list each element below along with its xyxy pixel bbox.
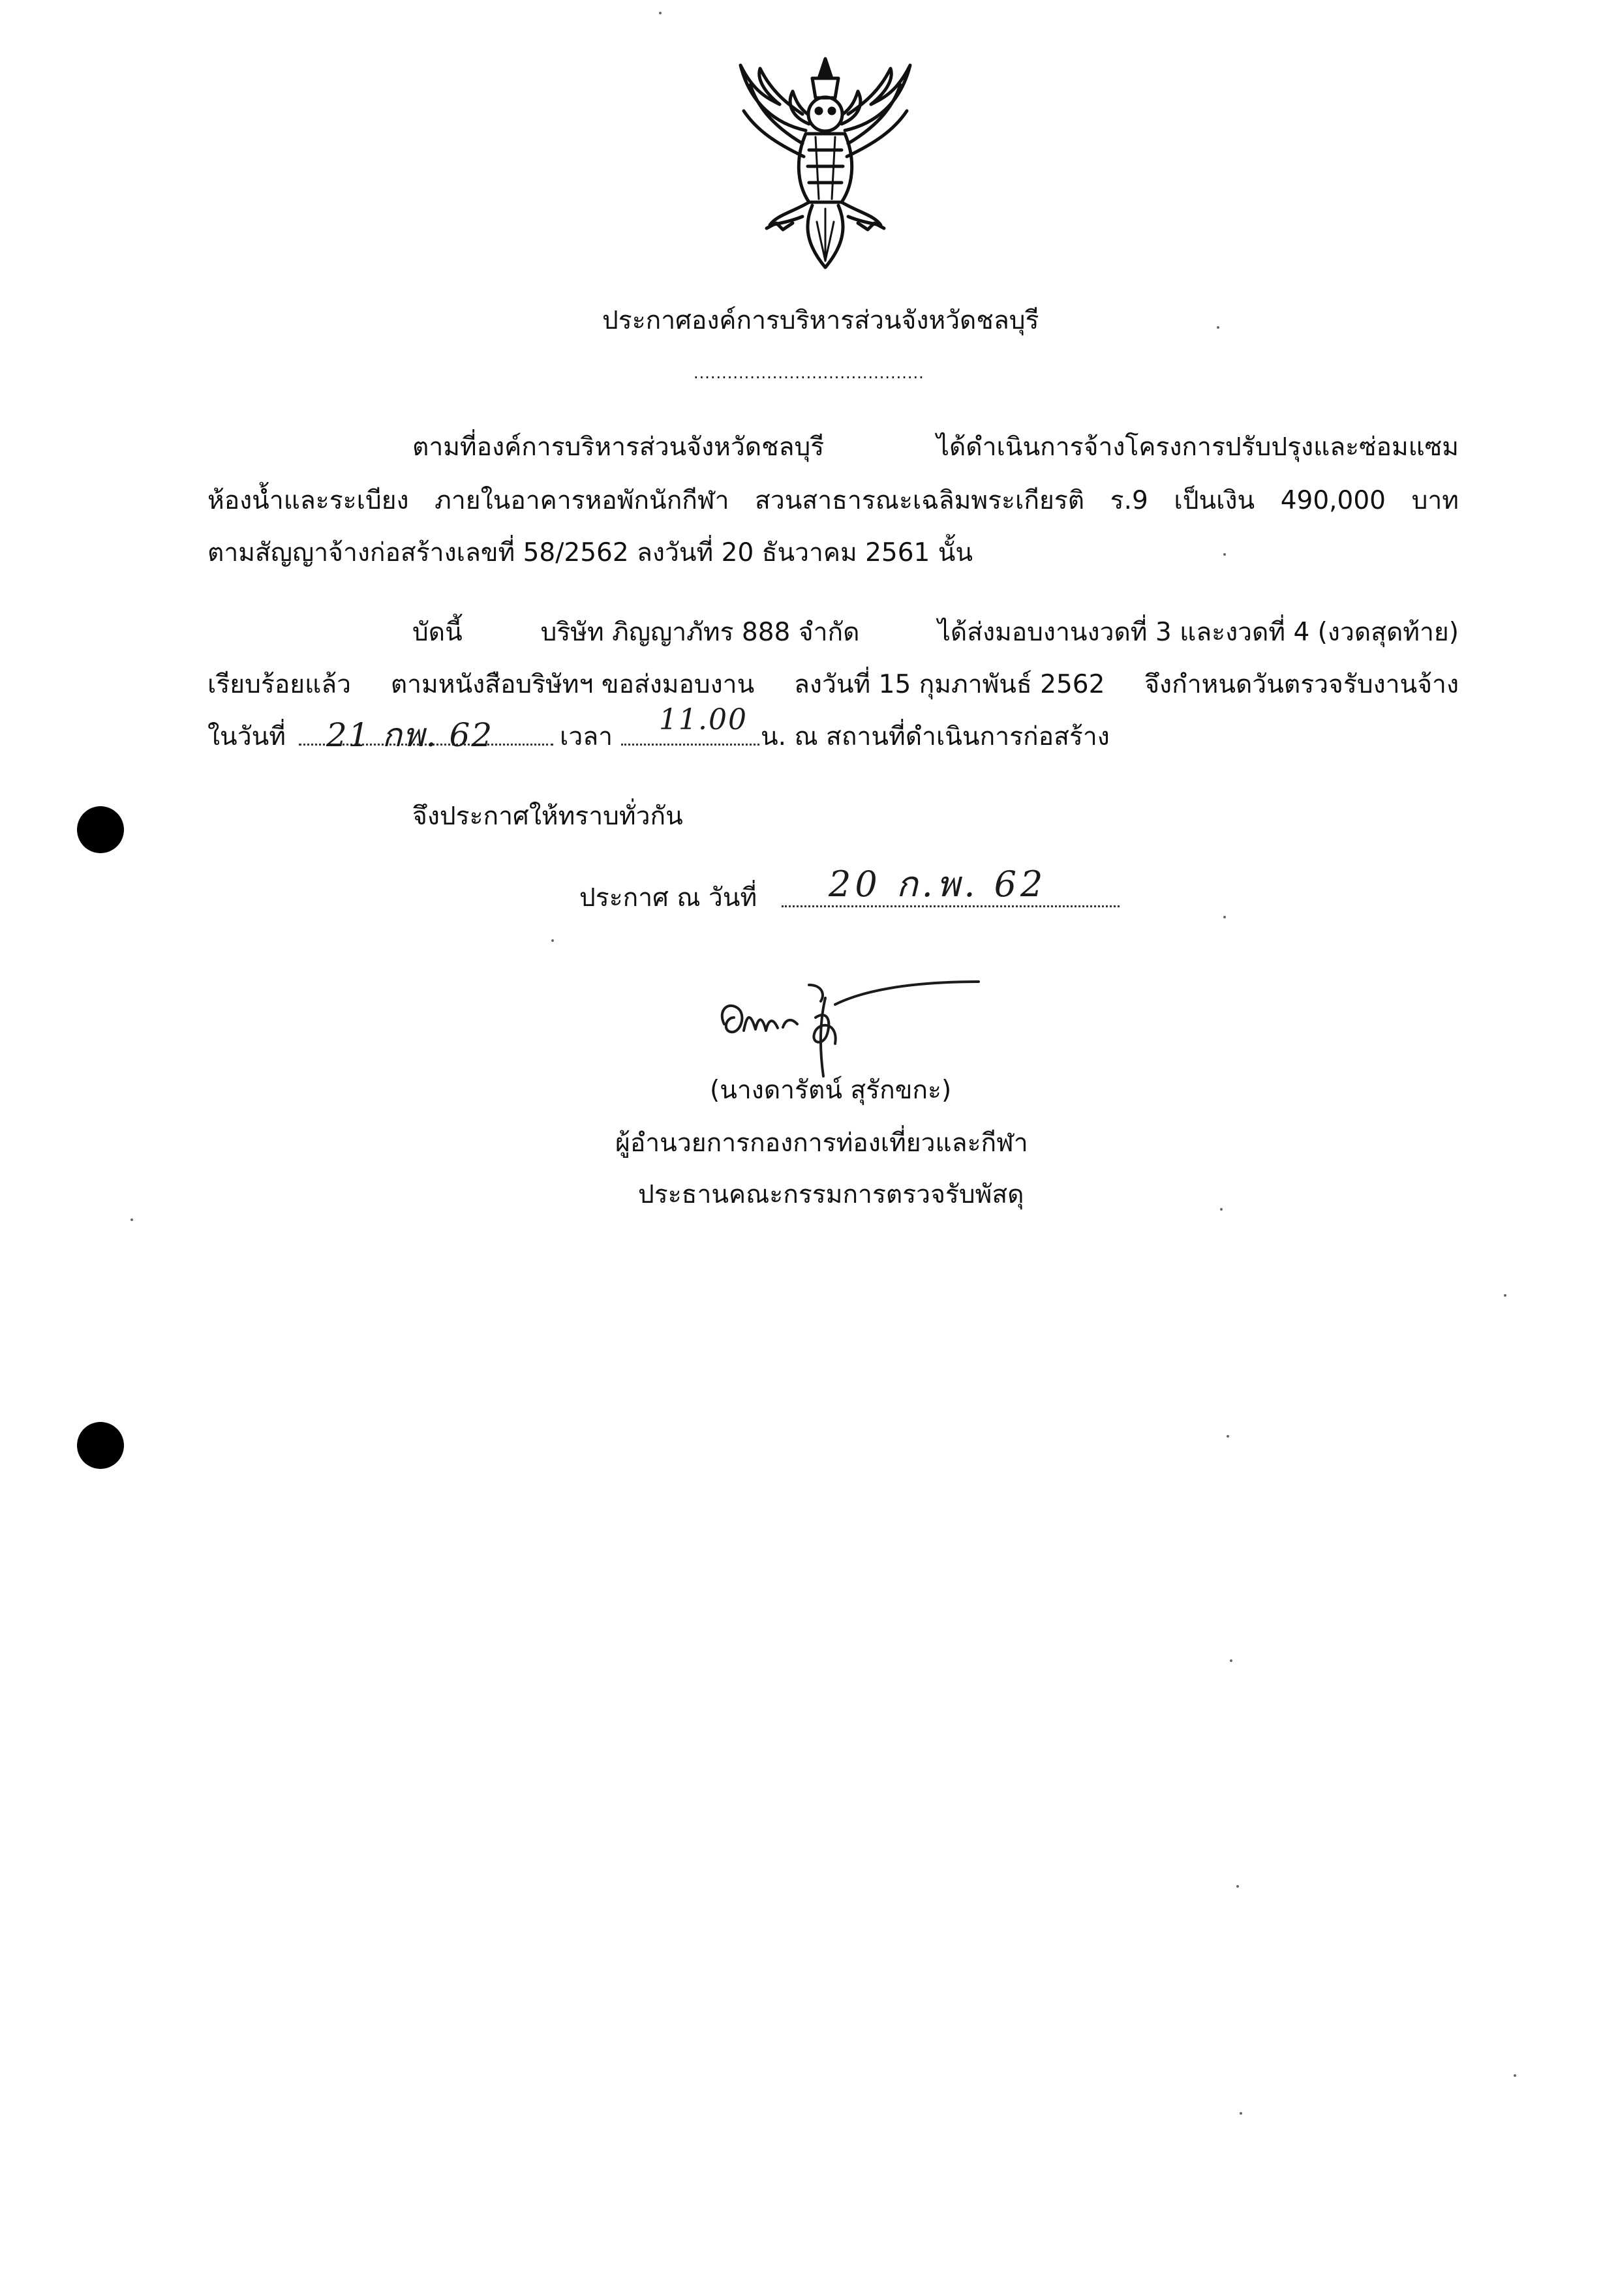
time-label: เวลา: [560, 722, 613, 751]
date-label: ในวันที่: [207, 722, 286, 751]
hole-punch: [77, 1422, 124, 1469]
para2-line1: [412, 620, 1459, 645]
para1-line1: [412, 434, 1459, 460]
scan-speck: [1236, 1885, 1239, 1888]
para2-line2-part: จึงกำหนดวันตรวจรับงานจ้าง: [1144, 670, 1459, 699]
time-fill-dots: [621, 744, 759, 746]
para1-line2-part: เป็นเงิน: [1174, 486, 1255, 515]
closing-statement: จึงประกาศให้ทราบทั่วกัน: [412, 802, 683, 831]
para2-line1-part: ได้ส่งมอบงานงวดที่ 3 และงวดที่ 4 (งวดสุดท้าย): [938, 618, 1459, 647]
para1-line2-part: ภายในอาคารหอพักนักกีฬา: [435, 486, 729, 515]
scan-speck: [551, 939, 554, 942]
para2-line2-part: เรียบร้อยแล้ว: [207, 670, 352, 699]
para1-line2-part: ร.9: [1110, 486, 1148, 515]
scan-speck: [1223, 553, 1226, 556]
scan-speck: [1227, 1435, 1229, 1438]
scan-speck: [1217, 326, 1219, 329]
scan-speck: [1223, 916, 1226, 918]
para1-line2-part: สวนสาธารณะเฉลิมพระเกียรติ: [755, 486, 1085, 515]
para1-line2: [207, 488, 1459, 513]
hole-punch: [77, 806, 124, 853]
garuda-emblem-icon: [731, 52, 920, 274]
inspection-date-handwritten: 21 กพ. 62: [326, 716, 494, 754]
para2-line2-part: ตามหนังสือบริษัทฯ ขอส่งมอบงาน: [390, 670, 755, 699]
location-text: น. ณ สถานที่ดำเนินการก่อสร้าง: [761, 722, 1110, 751]
para2-line2: [207, 672, 1459, 697]
scan-speck: [1240, 2112, 1242, 2115]
page-title: ประกาศองค์การบริหารส่วนจังหวัดชลบุรี: [602, 306, 1039, 335]
scan-speck: [659, 12, 662, 14]
para2-line2-part: ลงวันที่ 15 กุมภาพันธ์ 2562: [794, 670, 1105, 699]
signatory-name: (นางดารัตน์ สุรักขกะ): [710, 1076, 952, 1105]
para2-line1-part: บริษัท ภิญญาภัทร 888 จำกัด: [540, 618, 860, 647]
announce-date-handwritten: 20 ก.พ. 62: [829, 864, 1047, 905]
handwritten-signature: [711, 972, 985, 1083]
scan-speck: [1230, 1659, 1232, 1662]
para1-line2-part: ห้องน้ำและระเบียง: [207, 486, 409, 515]
para1-line2-part: บาท: [1411, 486, 1459, 515]
para2-line1-part: บัดนี้: [412, 618, 463, 647]
inspection-time-handwritten: 11.00: [659, 703, 748, 736]
title-rule: .........................................: [694, 364, 924, 382]
scan-speck: [1504, 1294, 1506, 1297]
announce-label: ประกาศ ณ วันที่: [579, 883, 757, 913]
signatory-position: ผู้อำนวยการกองการท่องเที่ยวและกีฬา: [615, 1128, 1028, 1158]
scan-speck: [130, 1218, 133, 1221]
scan-speck: [1220, 1208, 1223, 1211]
para1-line1-part: ได้ดำเนินการจ้างโครงการปรับปรุงและซ่อมแซม: [936, 432, 1459, 462]
para1-line1-part: ตามที่องค์การบริหารส่วนจังหวัดชลบุรี: [412, 432, 825, 462]
scan-speck: [1514, 2074, 1516, 2077]
signatory-committee-role: ประธานคณะกรรมการตรวจรับพัสดุ: [638, 1180, 1024, 1209]
para1-line2-part: 490,000: [1280, 486, 1386, 515]
para1-line3: ตามสัญญาจ้างก่อสร้างเลขที่ 58/2562 ลงวันที่ 20 ธันวาคม 2561 นั้น: [207, 538, 973, 567]
